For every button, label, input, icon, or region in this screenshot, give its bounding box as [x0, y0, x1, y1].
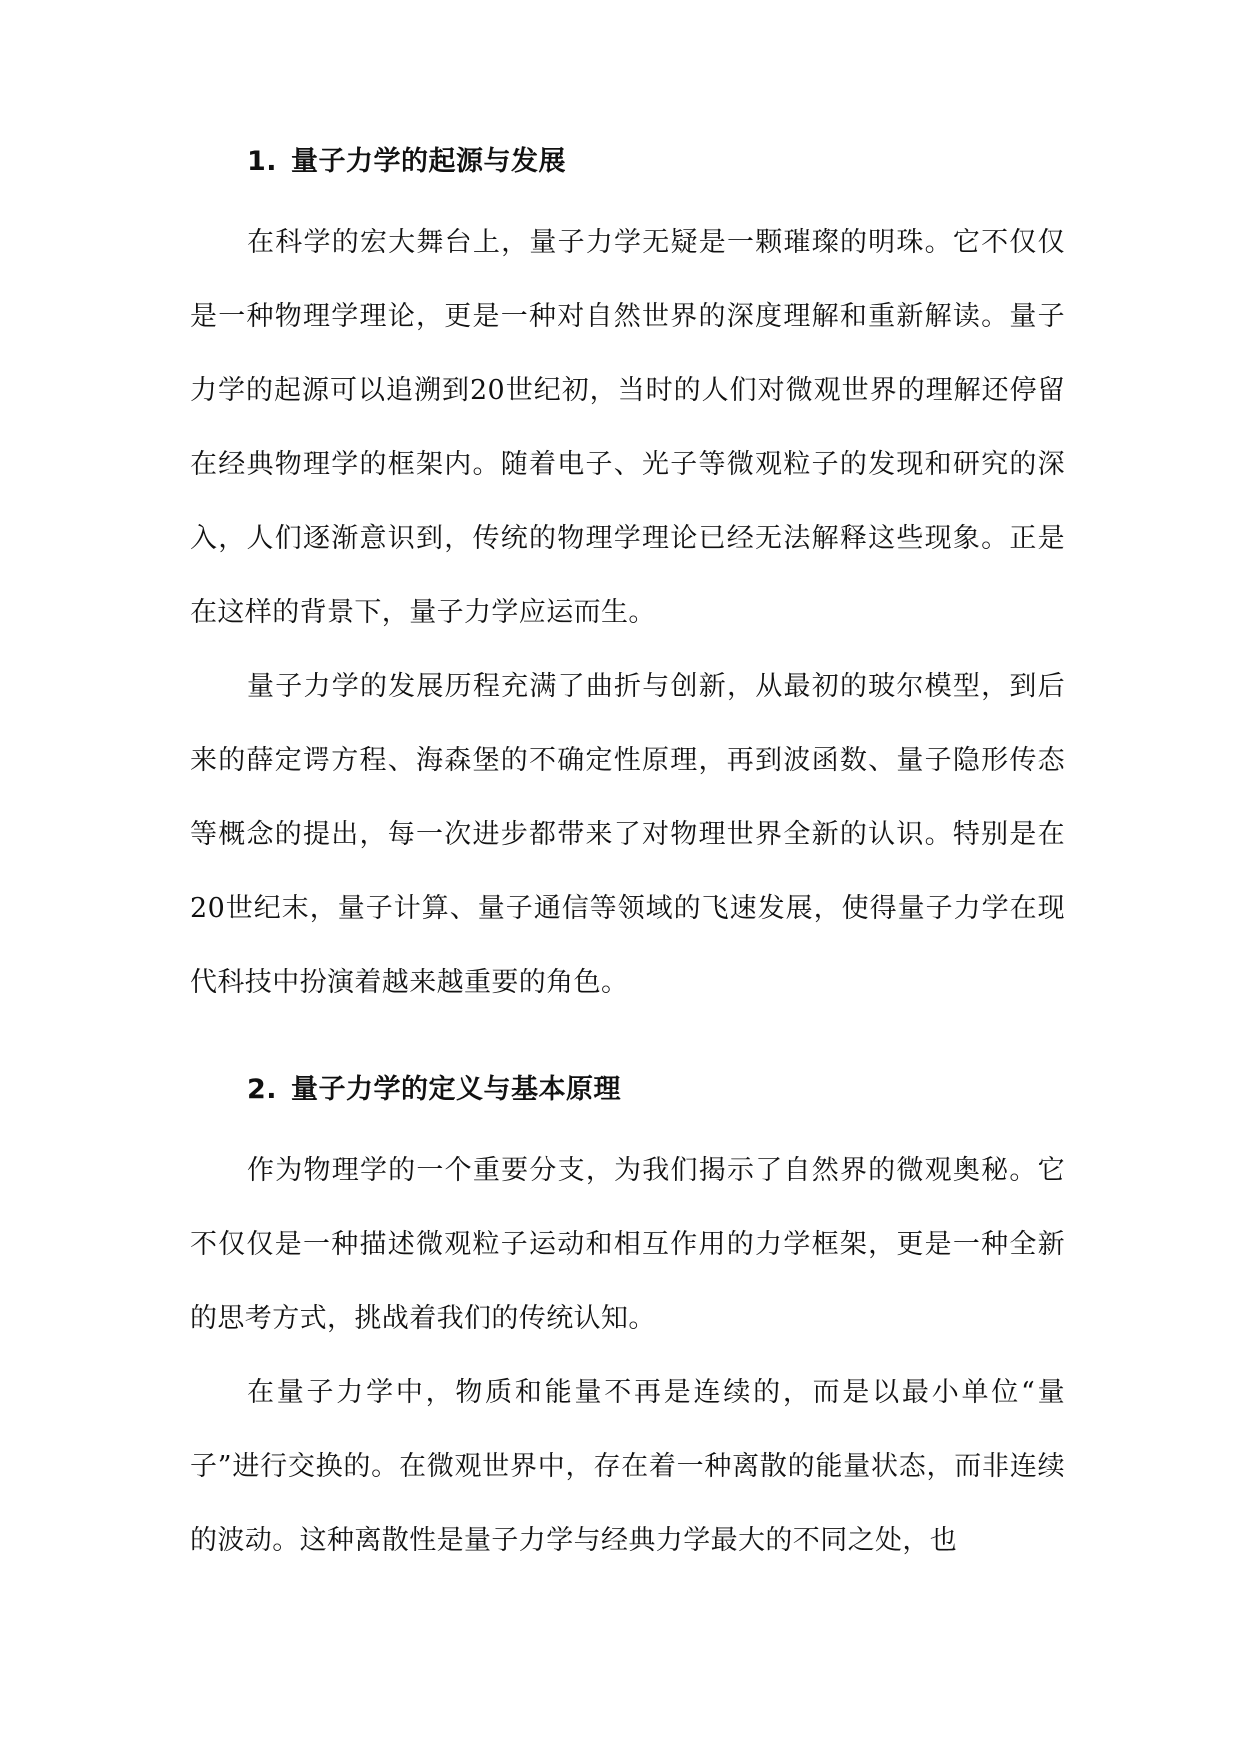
- section-number: 1.: [247, 146, 278, 177]
- paragraph: 作为物理学的一个重要分支，为我们揭示了自然界的微观奥秘。它不仅仅是一种描述微观粒子运动和相互作用的力学框架，更是一种全新的思考方式，挑战着我们的传统认知。: [190, 1155, 1065, 1334]
- paragraph: 量子力学的发展历程充满了曲折与创新，从最初的玻尔模型，到后来的薛定谔方程、海森堡的不确定性原理，再到波函数、量子隐形传态等概念的提出，每一次进步都带来了对物理世界全新的认识。特别是在20世纪末，量子计算、量子通信等领域的飞速发展，使得量子力学在现代科技中扮演着越来越重要的角色。: [190, 671, 1065, 998]
- paragraph: 在量子力学中，物质和能量不再是连续的，而是以最小单位“量子”进行交换的。在微观世界中，存在着一种离散的能量状态，而非连续的波动。这种离散性是量子力学与经典力学最大的不同之处，也: [190, 1377, 1065, 1556]
- section-number: 2.: [247, 1074, 278, 1105]
- section-title: 量子力学的定义与基本原理: [291, 1074, 622, 1105]
- document-body: [190, 140, 1065, 1578]
- section-heading-2: [190, 1068, 1065, 1112]
- paragraph: 在科学的宏大舞台上，量子力学无疑是一颗璀璨的明珠。它不仅仅是一种物理学理论，更是一种对自然世界的深度理解和重新解读。量子力学的起源可以追溯到20世纪初，当时的人们对微观世界的理解还停留在经典物理学的框架内。随着电子、光子等微观粒子的发现和研究的深入，人们逐渐意识到，传统的物理学理论已经无法解释这些现象。正是在这样的背景下，量子力学应运而生。: [190, 227, 1065, 628]
- section-title: 量子力学的起源与发展: [291, 146, 567, 177]
- section-heading-1: [190, 140, 1065, 184]
